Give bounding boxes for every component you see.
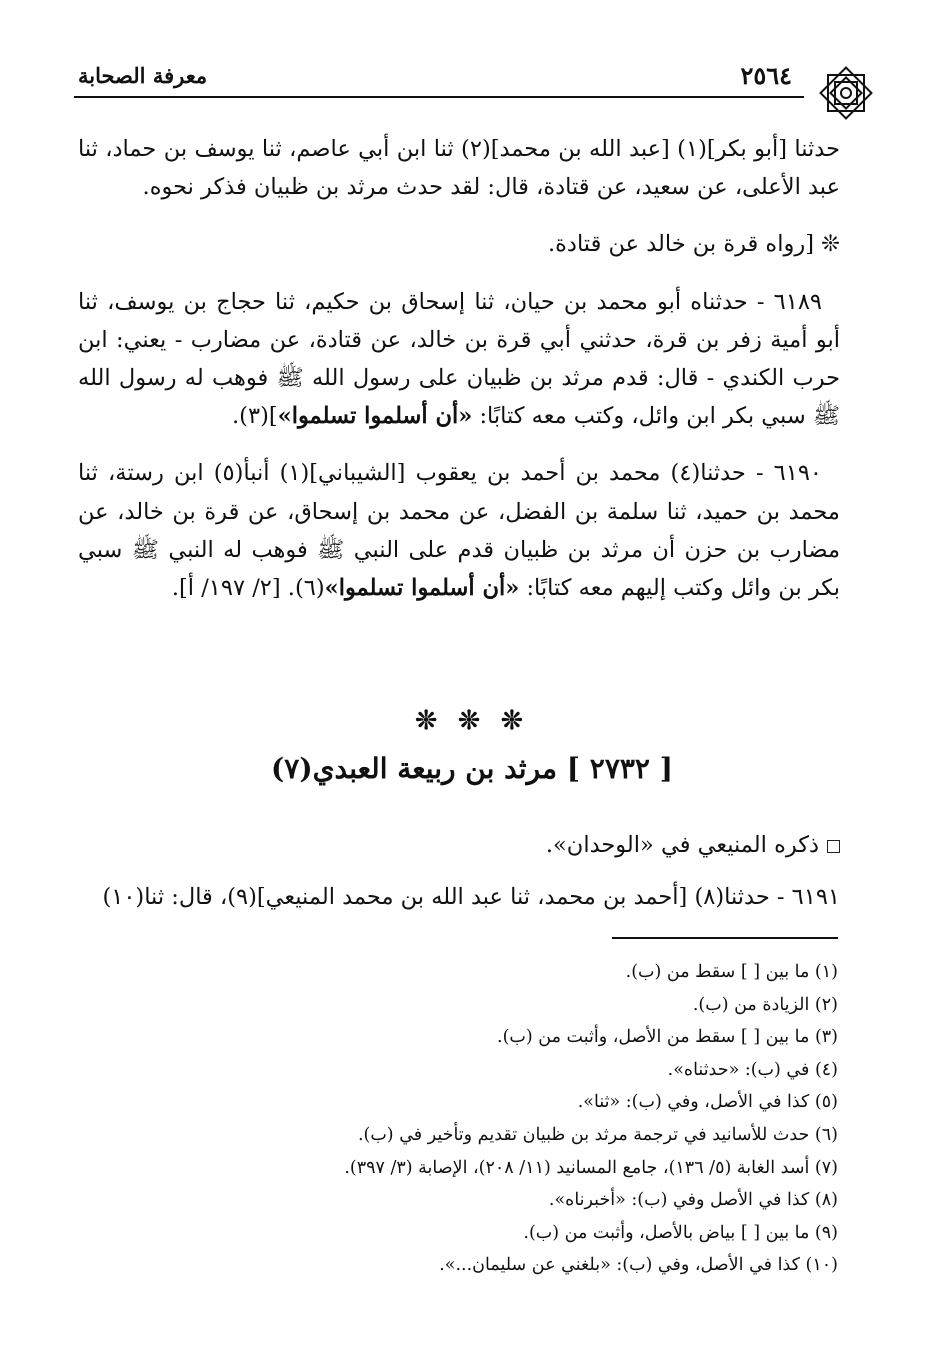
paragraph-6190-quote: «أن أسلموا تسلموا» — [324, 575, 520, 602]
square-bullet-icon — [827, 840, 840, 853]
running-title: معرفة الصحابة — [78, 63, 208, 88]
paragraph-6190-end: (٦). [٢/ ١٩٧/ أ]. — [171, 575, 325, 602]
footnote: (٤) في (ب): «حدثناه». — [667, 1059, 838, 1080]
section-note-text: ذكره المنيعي في «الوحدان». — [545, 832, 819, 858]
octagram-ornament-icon — [818, 65, 874, 121]
paragraph-6189-text: ٦١٨٩ - حدثناه أبو محمد بن حيان، ثنا إسحاق بن حكيم، ثنا حجاج بن يوسف، ثنا أبو أمية زفر بن قرة، حدثني أبي قرة بن خالد، عن قتادة، عن مضارب - يعني: ابن حرب الكندي - قال: قدم مرثد بن ظبيان على رسول الله ﷺ فوهب له رسول الله ﷺ سبي بكر ابن وائل، وكتب معه كتابًا: — [78, 288, 840, 430]
paragraph-intro: حدثنا [أبو بكر](١) [عبد الله بن محمد](٢) ثنا ابن أبي عاصم، ثنا يوسف بن حماد، ثنا عبد الأعلى، عن سعيد، عن قتادة، قال: لقد حدث مرثد بن ظبيان فذكر نحوه. — [78, 136, 841, 201]
footnote: (٥) كذا في الأصل، وفي (ب): «ثنا». — [577, 1092, 838, 1113]
section-separator: ❊ ❊ ❊ — [415, 706, 529, 736]
paragraph-6190 — [78, 454, 840, 607]
section-title: [ ٢٧٣٢ ] مرثد بن ربيعة العبدي(٧) — [271, 752, 673, 785]
paragraph-6189-end: ](٣). — [232, 403, 278, 430]
page-number: ٢٥٦٤ — [740, 61, 792, 90]
footnotes — [150, 956, 838, 1282]
footnote: (٩) ما بين [ ] بياض بالأصل، وأثبت من (ب). — [523, 1222, 838, 1243]
footnote: (٧) أسد الغابة (٥/ ١٣٦)، جامع المسانيد (١١/ ٢٠٨)، الإصابة (٣/ ٣٩٧). — [344, 1157, 838, 1178]
paragraph-6190-text: ٦١٩٠ - حدثنا(٤) محمد بن أحمد بن يعقوب [الشيباني](١) أنبأ(٥) ابن رستة، ثنا محمد بن حميد، ثنا سلمة بن الفضل، عن محمد بن إسحاق، عن قرة بن خالد، عن مضارب بن حزن أن مرثد بن ظبيان قدم على النبي ﷺ فوهب له النبي ﷺ سبي بكر بن وائل وكتب إليهم معه كتابًا: — [78, 460, 840, 602]
footnote: (١٠) كذا في الأصل، وفي (ب): «بلغني عن سليمان...». — [439, 1255, 838, 1276]
footnote: (٨) كذا في الأصل وفي (ب): «أخبرناه». — [548, 1190, 838, 1211]
header-rule — [74, 96, 804, 98]
footnote: (١) ما بين [ ] سقط من (ب). — [625, 962, 838, 982]
paragraph-6191: ٦١٩١ - حدثنا(٨) [أحمد بن محمد، ثنا عبد الله بن محمد المنيعي](٩)، قال: ثنا(١٠) — [102, 884, 840, 911]
footnote: (٣) ما بين [ ] سقط من الأصل، وأثبت من (ب). — [497, 1027, 838, 1048]
main-text — [78, 130, 840, 626]
paragraph-note: ❊ [رواه قرة بن خالد عن قتادة. — [547, 231, 840, 258]
footnote: (٦) حدث للأسانيد في ترجمة مرثد بن ظبيان تقديم وتأخير في (ب). — [357, 1124, 838, 1145]
paragraph-6189-quote: «أن أسلموا تسلموا» — [277, 403, 473, 430]
footnote-rule — [612, 937, 838, 939]
section-note — [78, 826, 840, 864]
footnote: (٢) الزيادة من (ب). — [692, 994, 838, 1015]
paragraph-6189 — [78, 283, 840, 436]
section-body — [78, 826, 840, 930]
